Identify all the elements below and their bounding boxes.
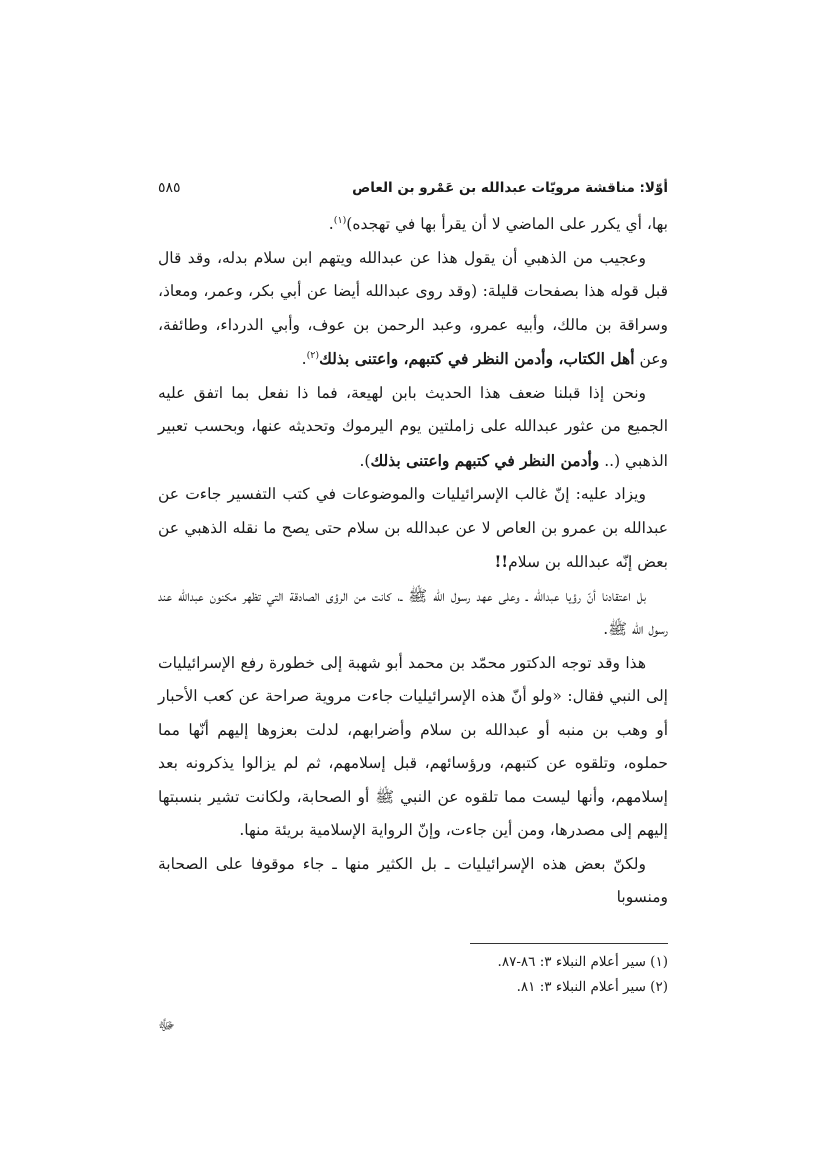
paragraph [158,478,668,580]
paragraph [158,580,668,647]
text-run: ونحن إذا قبلنا ضعف هذا الحديث بابن لهيعة، فما ذا نفعل بما اتفق عليه الجميع من عثور عبدالله على زاملتين يوم اليرموك وتحديثه عنها، وبحسب تعبير الذهبي (.. [158,383,668,470]
paragraph [158,208,668,242]
paragraph [158,848,668,915]
footnotes [158,950,668,1000]
paragraph [158,242,668,377]
bold-text: !! [494,552,509,571]
footnote-divider [470,943,668,944]
text-run: . [328,215,334,233]
text-run: بها، أي يكرر على الماضي لا أن يقرأ بها في تهجده) [346,215,668,233]
folio-ornament-icon: ﷻ [158,1015,175,1034]
text-run: ويزاد عليه: إنّ غالب الإسرائيليات والموضوعات في كتب التفسير جاءت عن عبدالله بن عمرو بن العاص لا عن عبدالله بن سلام حتى يصح ما نقله الذهبي عن بعض إنّه عبدالله بن سلام [158,485,668,571]
text-run: بل اعتقادنا أنّ رؤيا عبدالله ـ وعلى عهد رسول الله ﷺ ـ، كانت من الرؤى الصادقة التي تظهر مكنون عبدالله عند رسول الله ﷺ. [158,586,668,638]
footnote: (١) سير أعلام النبلاء ٣: ٨٦-٨٧. [497,953,668,970]
text-run: . [301,350,307,368]
footnote-ref: (٢) [306,349,320,361]
paragraph [158,647,668,848]
text-run: ). [359,451,371,470]
footnote: (٢) سير أعلام النبلاء ٣: ٨١. [516,978,668,995]
running-header [158,180,668,208]
text-run: هذا وقد توجه الدكتور محمّد بن محمد أبو شهبة إلى خطورة رفع الإسرائيليات إلى النبي فقال: «ولو أنّ هذه الإسرائيليات جاءت مروية صراحة عن كعب الأحبار أو وهب بن منبه أو عبدالله بن سلام وأضرابهم، لدلت بعزوها إليهم أنّها مما حملوه، وتلقوه عن كتبهم، ورؤسائهم، قبل إسلامهم، ثم لم يزالوا يذكرونه بعد إسلامهم، وأنها ليست مما تلقوه عن النبي ﷺ أو الصحابة، ولكانت تشير بنسبتها إليهم إلى مصدرها، ومن أين جاءت، وإنّ الرواية الإسلامية بريئة منها. [158,653,668,839]
footnote-ref: (١) [333,214,347,226]
paragraph [158,377,668,479]
main-text [158,208,668,915]
running-title: أوّلا: مناقشة مرويّات عبدالله بن عَمْرو بن العاص [352,180,668,196]
page-number: ٥٨٥ [158,180,181,196]
text-run: وعجيب من الذهبي أن يقول هذا عن عبدالله ويتهم ابن سلام بدله، وقد قال قبل قوله هذا بصفحات قليلة: (وقد روى عبدالله أيضا عن أبي بكر، وعمر، ومعاذ، وسراقة بن مالك، وأبيه عمرو، وعبد الرحمن بن عوف، وأبي الدرداء، وطائفة، وعن [158,248,668,368]
bold-text: وأدمن النظر في كتبهم واعتنى بذلك [370,450,600,470]
bold-text: أهل الكتاب، وأدمن النظر في كتبهم، واعتنى بذلك [319,349,635,368]
book-page [158,180,668,1038]
text-run: ولكنّ بعض هذه الإسرائيليات ـ بل الكثير منها ـ جاء موقوفا على الصحابة ومنسوبا [158,854,668,906]
